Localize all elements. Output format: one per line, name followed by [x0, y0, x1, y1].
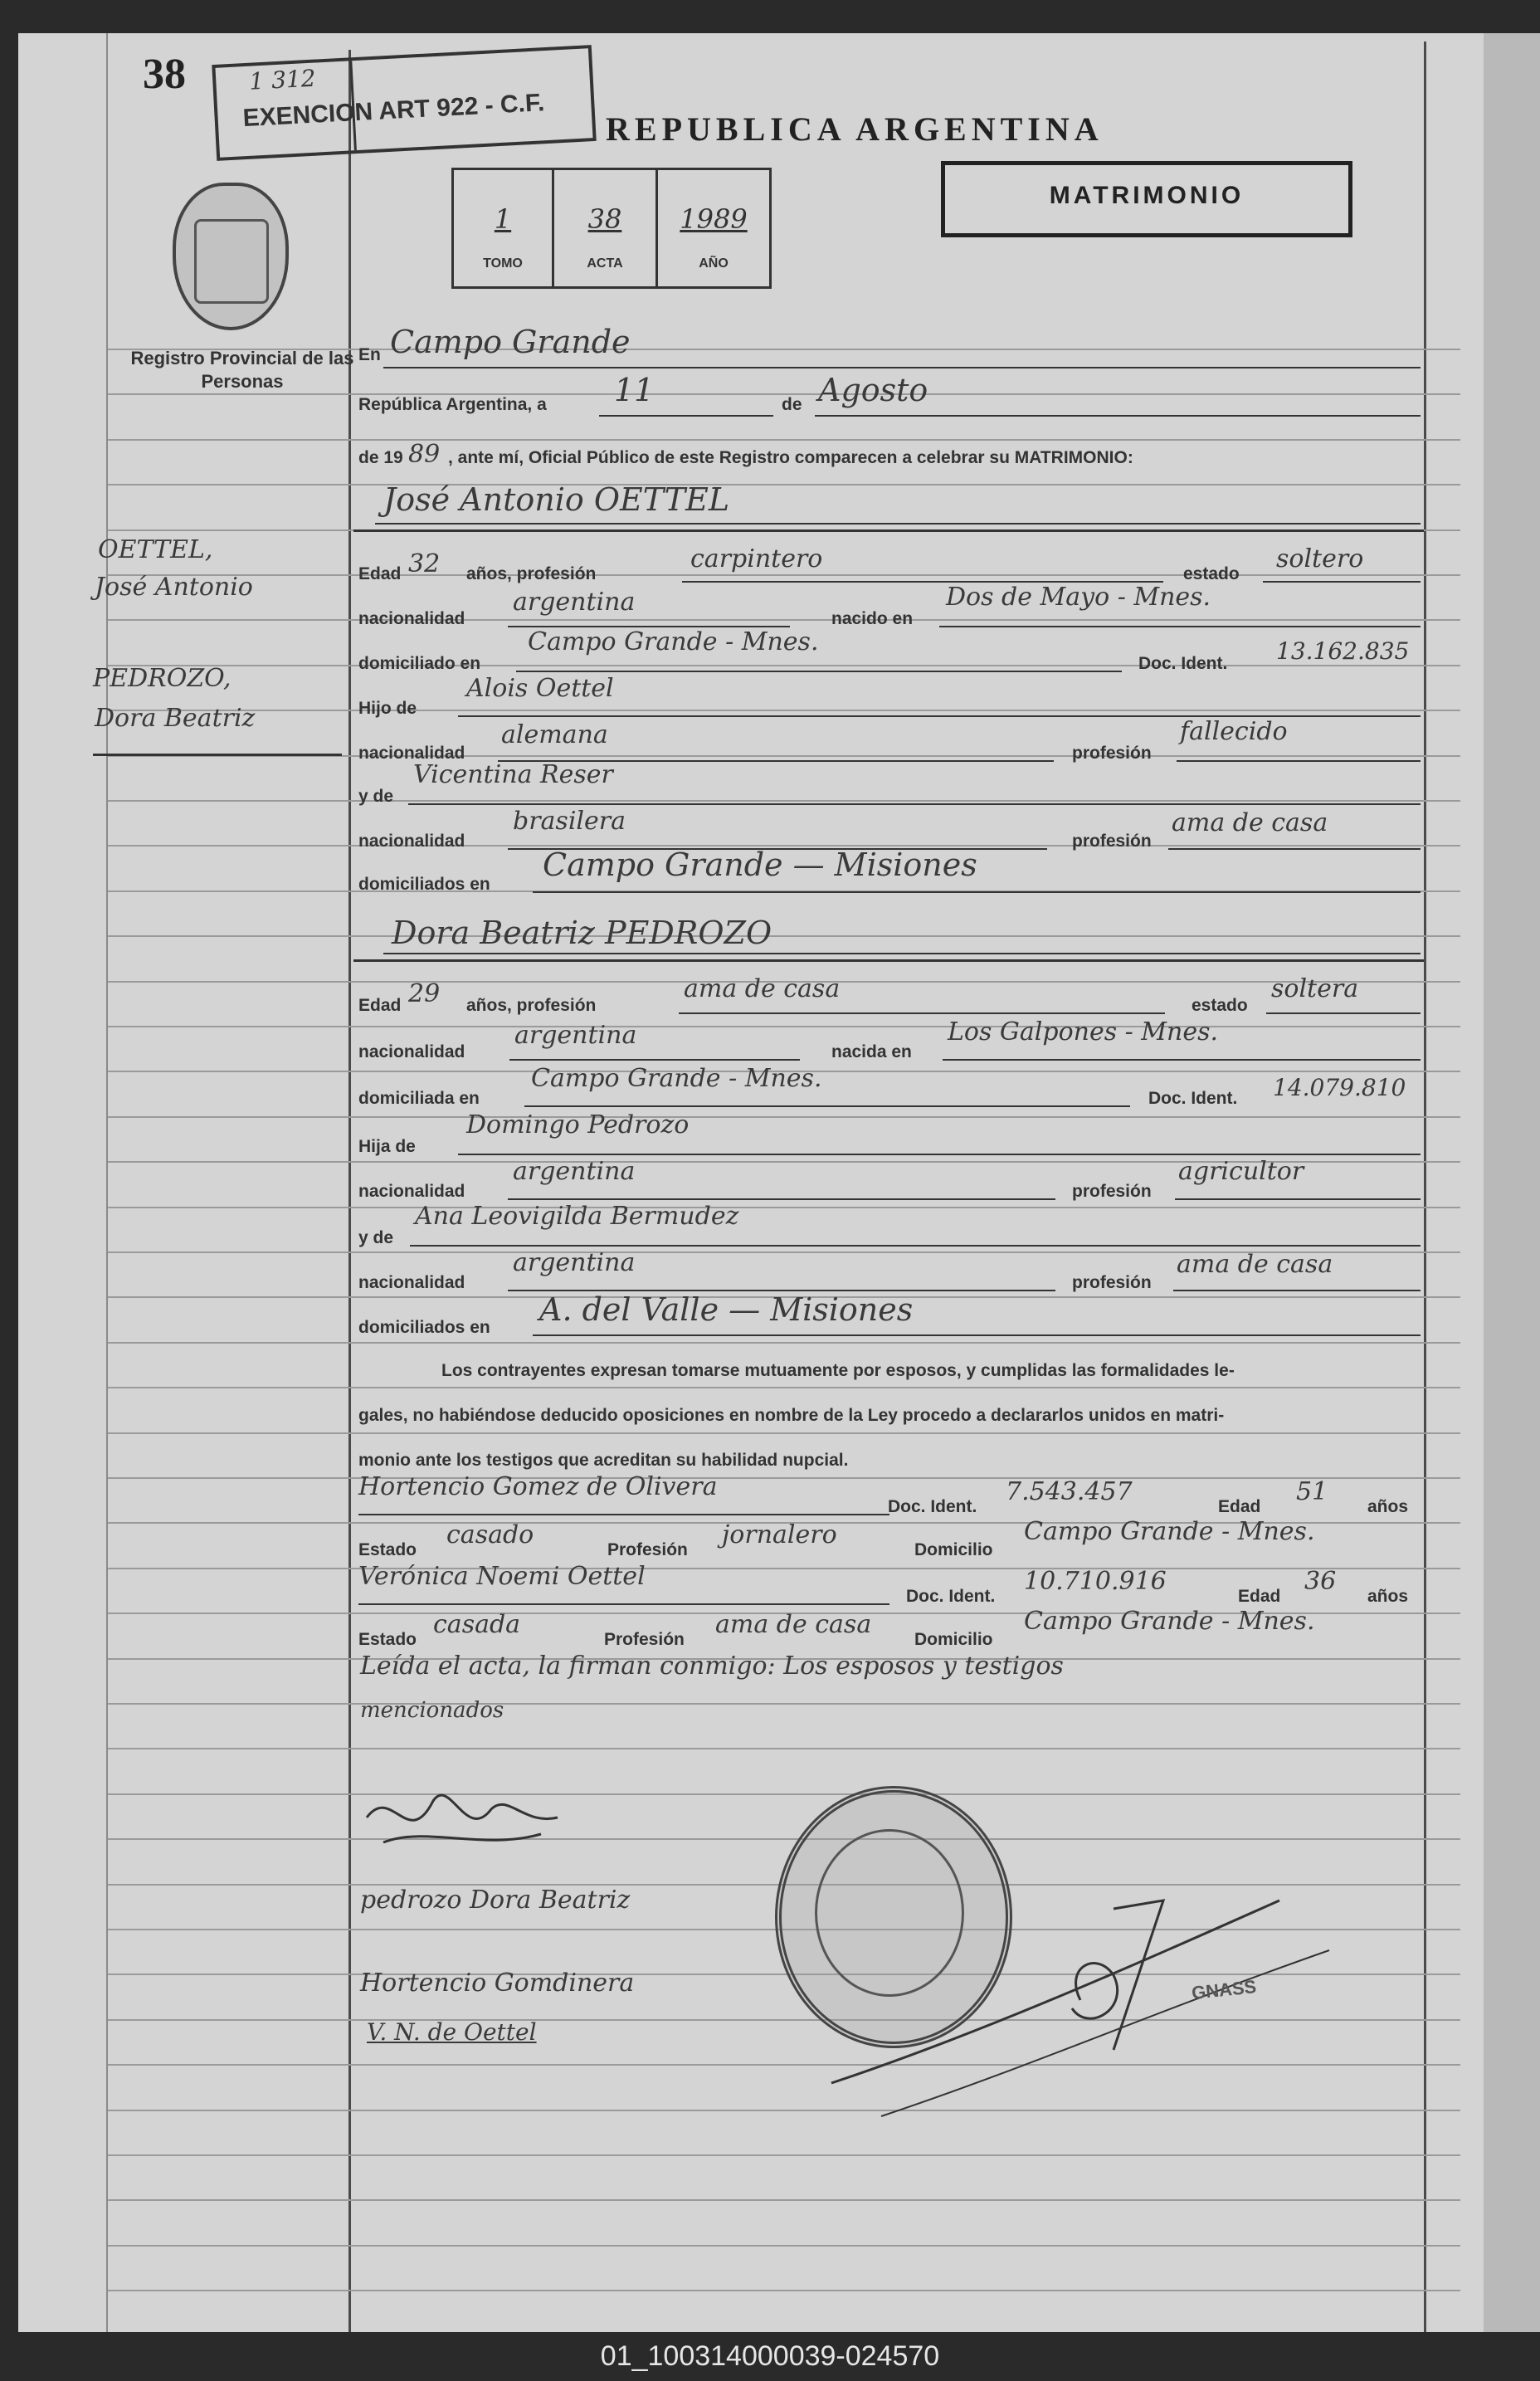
witness-1-domicile-label: Domicilio: [914, 1540, 993, 1559]
bride-mother-nationality: argentina: [513, 1248, 636, 1277]
ruled-line: [108, 710, 1460, 711]
ruled-line: [108, 2245, 1460, 2247]
bride-age: 29: [408, 979, 441, 1008]
groom-domicile-label: domiciliado en: [358, 654, 481, 673]
witness-1-profession-label: Profesión: [607, 1540, 688, 1559]
bride-mother-label: y de: [358, 1228, 394, 1247]
bride-parents-domicile-label: domiciliados en: [358, 1318, 490, 1337]
bride-signature: pedrozo Dora Beatriz: [360, 1886, 631, 1915]
witness-2-domicile-label: Domicilio: [914, 1630, 993, 1649]
margin-note-groom-name: José Antonio: [95, 573, 253, 602]
margin-note-bride-name: Dora Beatriz: [95, 704, 256, 733]
witness-1-doc-label: Doc. Ident.: [888, 1497, 977, 1516]
bride-domicile-label: domiciliada en: [358, 1089, 480, 1108]
ruled-line: [108, 1477, 1460, 1479]
act-type-box: [941, 161, 1352, 237]
ruled-line: [108, 665, 1460, 666]
bride-mother-nationality-label: nacionalidad: [358, 1273, 465, 1292]
witness-1-domicile: Campo Grande - Mnes.: [1024, 1517, 1315, 1546]
ruled-line: [108, 1387, 1460, 1388]
witness-1-age-label: Edad: [1218, 1497, 1261, 1516]
ruled-line: [108, 1026, 1460, 1027]
groom-status-label: estado: [1183, 564, 1240, 583]
bride-parents-domicile: A. del Valle — Misiones: [539, 1291, 914, 1328]
marriage-place: Campo Grande: [390, 324, 631, 360]
groom-nationality-label: nacionalidad: [358, 609, 465, 628]
groom-civil-status: soltero: [1276, 544, 1364, 573]
record-number-box: [451, 168, 772, 289]
bride-status-label: estado: [1192, 996, 1248, 1015]
official-signature: [815, 1867, 1346, 2141]
bride-father-profession: agricultor: [1178, 1157, 1304, 1186]
document-page: [18, 33, 1484, 2332]
marriage-month: Agosto: [818, 372, 928, 408]
witness-1-status: casado: [446, 1520, 534, 1549]
en-label: En: [358, 345, 381, 364]
margin-note-groom-surname: OETTEL,: [98, 535, 213, 564]
witness-1-years-label: años: [1367, 1497, 1409, 1516]
groom-mother-name: Vicentina Reser: [413, 760, 613, 789]
page-number: 38: [143, 51, 186, 98]
bride-doc-label: Doc. Ident.: [1148, 1089, 1238, 1108]
witness-2-doc-label: Doc. Ident.: [906, 1587, 996, 1606]
ruled-line: [108, 935, 1460, 937]
bride-doc-ident: 14.079.810: [1273, 1074, 1406, 1101]
groom-domicile: Campo Grande - Mnes.: [528, 627, 819, 656]
groom-signature: [358, 1768, 566, 1859]
groom-mother-nationality-label: nacionalidad: [358, 832, 465, 851]
exemption-stamp-box: [212, 45, 596, 161]
bride-full-name: Dora Beatriz PEDROZO: [392, 915, 772, 951]
groom-parents-domicile-label: domiciliados en: [358, 875, 490, 894]
groom-profession-label: años, profesión: [466, 564, 597, 583]
groom-mother-nationality: brasilera: [513, 807, 626, 836]
bride-mother-profession-label: profesión: [1072, 1273, 1152, 1292]
ruled-line: [108, 1342, 1460, 1344]
republica-label: República Argentina, a: [358, 395, 547, 414]
witness-2-domicile: Campo Grande - Mnes.: [1024, 1607, 1315, 1636]
section-divider: [353, 529, 1424, 532]
witness-2-profession: ama de casa: [715, 1610, 872, 1639]
ruled-line: [108, 800, 1460, 802]
year-prefix: de 19: [358, 448, 403, 467]
groom-nationality: argentina: [513, 588, 636, 617]
groom-father-label: Hijo de: [358, 699, 417, 718]
acta-value: 38: [587, 203, 622, 235]
bride-father-label: Hija de: [358, 1137, 416, 1156]
exemption-stamp-numbers: 1 312: [248, 64, 317, 95]
marriage-year-suffix: 89: [408, 440, 441, 469]
ruled-line: [108, 2154, 1460, 2156]
witness-1-doc: 7.543.457: [1006, 1477, 1133, 1506]
declaration-line-3: monio ante los testigos que acreditan su habilidad nupcial.: [358, 1451, 849, 1470]
witness-2-age-label: Edad: [1238, 1587, 1281, 1606]
bride-birthplace: Los Galpones - Mnes.: [948, 1017, 1219, 1047]
anio-label: AÑO: [699, 256, 729, 271]
witness-2-status-label: Estado: [358, 1630, 417, 1649]
ruled-line: [108, 1838, 1460, 1840]
witness-2-profession-label: Profesión: [604, 1630, 685, 1649]
groom-birthplace: Dos de Mayo - Mnes.: [946, 583, 1211, 612]
anio-value: 1989: [680, 203, 748, 235]
groom-father-name: Alois Oettel: [466, 674, 614, 703]
republic-title: REPUBLICA ARGENTINA: [606, 110, 1104, 148]
witness-1-signature: Hortencio Gomdinera: [360, 1969, 635, 1998]
bride-nationality: argentina: [514, 1021, 637, 1050]
bride-father-profession-label: profesión: [1072, 1182, 1152, 1201]
groom-age: 32: [408, 549, 441, 578]
bride-mother-name: Ana Leovigilda Bermudez: [415, 1202, 739, 1231]
page-edge: [1484, 33, 1540, 2332]
witness-2-status: casada: [433, 1610, 521, 1639]
bride-father-name: Domingo Pedrozo: [466, 1110, 690, 1139]
groom-age-label: Edad: [358, 564, 402, 583]
bride-birthplace-label: nacida en: [831, 1042, 912, 1061]
declaration-line-1: Los contrayentes expresan tomarse mutuamente por esposos, y cumplidas las formalidades le-: [441, 1361, 1235, 1380]
bride-mother-profession: ama de casa: [1177, 1250, 1333, 1279]
witness-1-status-label: Estado: [358, 1540, 417, 1559]
ruled-line: [108, 1116, 1460, 1118]
margin-note-bride-surname: PEDROZO,: [93, 664, 231, 693]
ruled-line: [108, 439, 1460, 441]
exemption-stamp-text: EXENCION ART 922 - C.F.: [241, 89, 546, 133]
groom-mother-profession: ama de casa: [1172, 808, 1328, 837]
ruled-line: [108, 1703, 1460, 1705]
section-divider: [353, 959, 1424, 962]
ruled-line: [108, 1207, 1460, 1208]
ruled-line: [108, 619, 1460, 621]
groom-doc-ident: 13.162.835: [1276, 637, 1410, 665]
acta-label: ACTA: [587, 256, 623, 271]
closing-line-2: mencionados: [360, 1698, 504, 1723]
registry-label: Registro Provincial de las Personas: [130, 348, 354, 392]
opening-statement: , ante mí, Oficial Público de este Registro comparecen a celebrar su MATRIMONIO:: [448, 448, 1133, 467]
act-type-label: MATRIMONIO: [1049, 182, 1245, 209]
groom-father-nationality: alemana: [501, 720, 608, 749]
bride-civil-status: soltera: [1271, 974, 1359, 1003]
bride-profession-label: años, profesión: [466, 996, 597, 1015]
ruled-line: [108, 1568, 1460, 1569]
groom-father-profession-label: profesión: [1072, 744, 1152, 763]
ruled-line: [108, 1432, 1460, 1434]
ruled-line: [108, 2290, 1460, 2291]
marriage-day: 11: [614, 372, 655, 408]
ruled-line: [108, 2199, 1460, 2201]
groom-mother-profession-label: profesión: [1072, 832, 1152, 851]
ruled-line: [108, 484, 1460, 485]
groom-profession: carpintero: [690, 544, 823, 573]
bride-age-label: Edad: [358, 996, 402, 1015]
ruled-line: [108, 1748, 1460, 1749]
ruled-line: [108, 1793, 1460, 1795]
groom-full-name: José Antonio OETTEL: [383, 481, 730, 518]
footer-image-id: 01_100314000039-024570: [600, 2340, 940, 2372]
stamp-text: GNASS: [1190, 1975, 1258, 2004]
bride-profession: ama de casa: [684, 974, 841, 1003]
ruled-line: [108, 574, 1460, 576]
bride-nationality-label: nacionalidad: [358, 1042, 465, 1061]
right-margin-rule: [1424, 41, 1426, 2332]
groom-mother-label: y de: [358, 787, 394, 806]
witness-2-signature: V. N. de Oettel: [367, 2018, 537, 2046]
bride-domicile: Campo Grande - Mnes.: [531, 1064, 822, 1093]
witness-2-doc: 10.710.916: [1024, 1567, 1167, 1596]
groom-parents-domicile: Campo Grande — Misiones: [543, 847, 977, 883]
tomo-label: TOMO: [483, 256, 523, 271]
groom-birthplace-label: nacido en: [831, 609, 914, 628]
provincial-seal: [173, 183, 289, 330]
witness-2-years-label: años: [1367, 1587, 1409, 1606]
witness-1-age: 51: [1296, 1477, 1328, 1506]
bride-father-nationality: argentina: [513, 1157, 636, 1186]
witness-1-profession: jornalero: [722, 1520, 837, 1549]
de-label: de: [782, 395, 802, 414]
tomo-value: 1: [494, 203, 512, 235]
groom-father-nationality-label: nacionalidad: [358, 744, 465, 763]
witness-2-age: 36: [1304, 1567, 1337, 1596]
groom-father-profession: fallecido: [1180, 717, 1288, 746]
witness-1-name: Hortencio Gomez de Olivera: [358, 1472, 718, 1501]
left-margin-rule: [106, 33, 108, 2332]
closing-line-1: Leída el acta, la firman conmigo: Los esposos y testigos: [360, 1652, 1064, 1681]
bride-father-nationality-label: nacionalidad: [358, 1182, 465, 1201]
declaration-line-2: gales, no habiéndose deducido oposiciones en nombre de la Ley procedo a declararlos unidos en matri-: [358, 1406, 1225, 1425]
groom-doc-label: Doc. Ident.: [1138, 654, 1228, 673]
margin-note-underline: [93, 754, 342, 756]
witness-2-name: Verónica Noemi Oettel: [358, 1562, 646, 1591]
